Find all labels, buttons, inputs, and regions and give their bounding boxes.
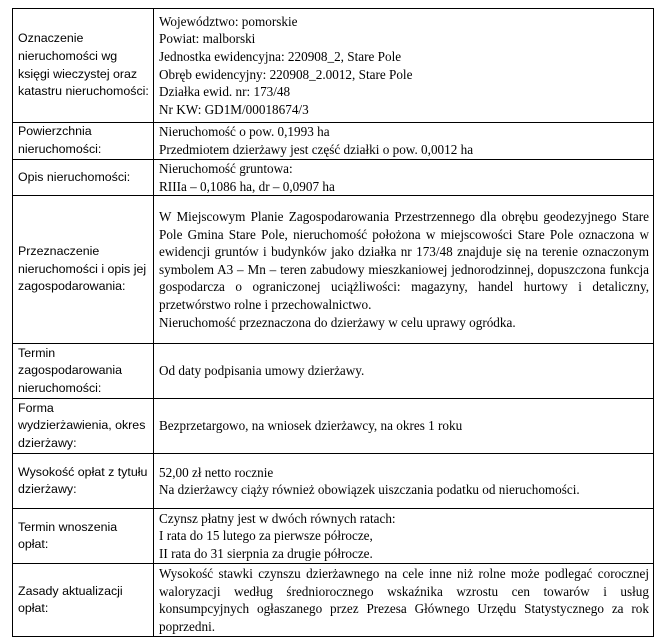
second-installment-line: II rata do 31 sierpnia za drugie półrocze. (159, 545, 373, 561)
zoning-plan-paragraph: W Miejscowym Planie Zagospodarowania Przestrzennego dla obrębu geodezyjnego Stare Pole Gmina Stare Pole, nieruchomość położona w miejscowości Stare Pole oznaczona w ewidencji gruntów i budynków jako działka nr 173/48 znajduje się na terenie oznaczonym symbolem A3 – Mn – teren zabudowy mieszkaniowej jednorodzinnej, dopuszczona funkcja gospodarcza o ograniczonej uciążliwości: magazyny, handel hurtowy i detaliczny, przetwórstwo rolne i przechowalnictwo. (159, 209, 649, 313)
total-area-line: Nieruchomość o pow. 0,1993 ha (159, 124, 330, 140)
table-row-fee-update-rules (13, 564, 654, 637)
fee-amount-value (154, 454, 654, 509)
registration-precinct-line: Obręb ewidencyjny: 220908_2.0012, Stare Pole (159, 66, 413, 82)
land-classes-line: RIIIa – 0,1086 ha, dr – 0,0907 ha (159, 178, 335, 194)
land-register-number-line: Nr KW: GD1M/00018674/3 (159, 101, 309, 117)
first-installment-line: I rata do 15 lutego za pierwsze półrocze, (159, 528, 373, 544)
payment-deadline-value (154, 509, 654, 564)
development-deadline-value (154, 344, 654, 399)
county-line: Powiat: malborski (159, 31, 256, 47)
table-row-payment-deadline (13, 509, 654, 564)
fee-update-rules-label: Zasady aktualizacji opłat: (13, 564, 154, 637)
table-row-property-designation (13, 9, 654, 123)
property-designation-label: Oznaczenie nieruchomości wg księgi wieczystej oraz katastru nieruchomości: (13, 9, 154, 123)
description-value (154, 160, 654, 196)
installments-line: Czynsz płatny jest w dwóch równych ratach: (159, 510, 396, 526)
property-tax-paragraph: Na dzierżawcy ciąży również obowiązek uiszczania podatku od nieruchomości. (159, 482, 580, 498)
property-designation-value (154, 9, 654, 123)
lease-purpose-line: Nieruchomość przeznaczona do dzierżawy w celu uprawy ogródka. (159, 314, 516, 330)
table-row-development-deadline (13, 344, 654, 399)
description-label: Opis nieruchomości: (13, 160, 154, 196)
table-row-lease-form (13, 399, 654, 454)
development-deadline-line: Od daty podpisania umowy dzierżawy. (159, 363, 365, 379)
area-label: Powierzchnia nieruchomości: (13, 123, 154, 160)
fee-update-rules-value (154, 564, 654, 637)
payment-deadline-label: Termin wnoszenia opłat: (13, 509, 154, 564)
table-row-purpose (13, 196, 654, 344)
registration-unit-line: Jednostka ewidencyjna: 220908_2, Stare Pole (159, 48, 402, 64)
plot-number-line: Działka ewid. nr: 173/48 (159, 84, 291, 100)
voivodeship-line: Województwo: pomorskie (159, 13, 298, 29)
purpose-label: Przeznaczenie nieruchomości i opis jej zagospodarowania: (13, 196, 154, 344)
table-row-description (13, 160, 654, 196)
area-value (154, 123, 654, 160)
lease-form-line: Bezprzetargowo, na wniosek dzierżawcy, na okres 1 roku (159, 418, 463, 434)
land-type-line: Nieruchomość gruntowa: (159, 161, 293, 176)
property-lease-table (12, 8, 654, 637)
lease-form-value (154, 399, 654, 454)
development-deadline-label: Termin zagospodarowania nieruchomości: (13, 344, 154, 399)
leased-area-line: Przedmiotem dzierżawy jest część działki o pow. 0,0012 ha (159, 142, 474, 157)
fee-amount-label: Wysokość opłat z tytułu dzierżawy: (13, 454, 154, 509)
indexation-paragraph: Wysokość stawki czynszu dzierżawnego na cele inne niż rolne może podlegać corocznej waloryzacji według średniorocznego wskaźnika wzrostu cen towarów i usług konsumpcyjnych ogłaszanego przez Prezesa Głównego Urzędu Statystycznego za rok poprzedni. (159, 566, 649, 634)
lease-form-label: Forma wydzierżawienia, okres dzierżawy: (13, 399, 154, 454)
purpose-value (154, 196, 654, 344)
annual-fee-line: 52,00 zł netto rocznie (159, 464, 274, 480)
table-row-fee-amount (13, 454, 654, 509)
table-row-area (13, 123, 654, 160)
